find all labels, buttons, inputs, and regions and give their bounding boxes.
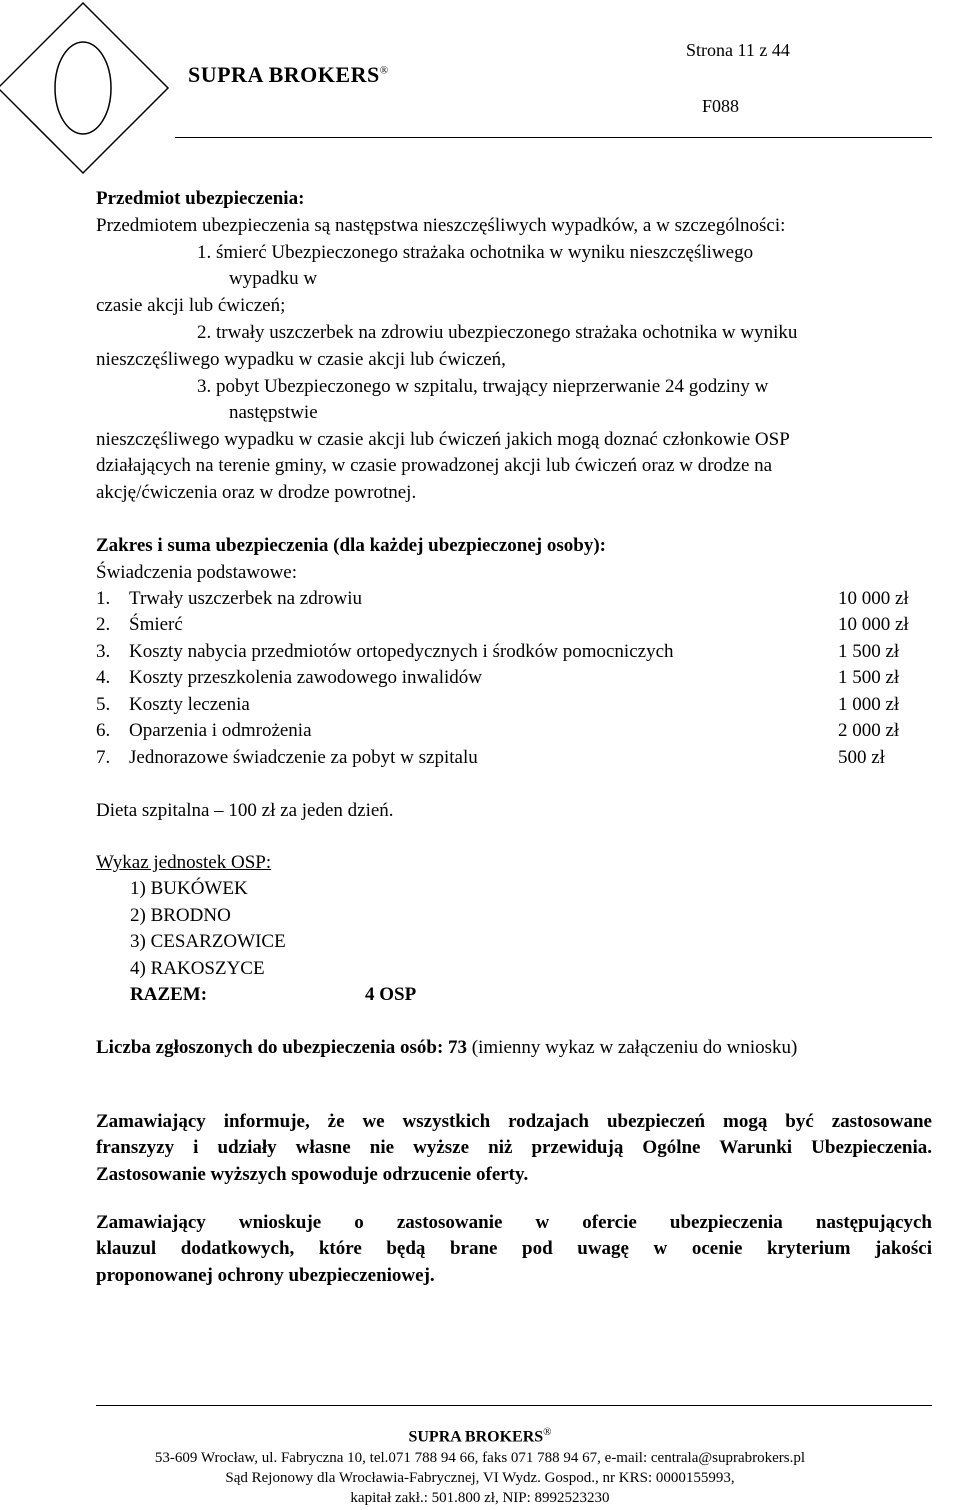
benefit-number: 3. [96, 641, 111, 662]
subject-item-1: 1. śmierć Ubezpieczonego strażaka ochotnika w wyniku nieszczęśliwego [197, 242, 754, 263]
benefit-label: Oparzenia i odmrożenia [129, 720, 312, 741]
benefit-amount: 10 000 zł [838, 614, 909, 635]
subject-item-2-cont: nieszczęśliwego wypadku w czasie akcji lub ćwiczeń, [96, 349, 506, 370]
notice-2-line-3: proponowanej ochrony ubezpieczeniowej. [96, 1265, 435, 1286]
units-heading: Wykaz jednostek OSP: [96, 852, 272, 873]
subject-item-3-cont4: akcję/ćwiczenia oraz w drodze powrotnej. [96, 482, 417, 503]
benefit-number: 2. [96, 614, 111, 635]
registered-mark: ® [379, 64, 389, 77]
unit-item: 3) CESARZOWICE [130, 931, 286, 952]
subject-heading: Przedmiot ubezpieczenia: [96, 188, 305, 209]
insured-count-label: Liczba zgłoszonych do ubezpieczenia osób: 73 [96, 1037, 468, 1058]
footer-capital: kapitał zakł.: 501.800 zł, NIP: 8992523230 [350, 1490, 610, 1506]
unit-item: 1) BUKÓWEK [130, 878, 248, 899]
benefit-label: Koszty leczenia [129, 694, 250, 715]
benefit-amount: 1 500 zł [838, 667, 900, 688]
subject-item-1-cont2: czasie akcji lub ćwiczeń; [96, 295, 286, 316]
scope-subheading: Świadczenia podstawowe: [96, 562, 298, 583]
benefit-label: Koszty nabycia przedmiotów ortopedycznych i środków pomocniczych [129, 641, 674, 662]
benefit-number: 6. [96, 720, 111, 741]
benefit-number: 4. [96, 667, 111, 688]
benefit-label: Jednorazowe świadczenie za pobyt w szpitalu [129, 747, 478, 768]
notice-1-line-1: Zamawiający informuje, że we wszystkich rodzajach ubezpieczeń mogą być zastosowane [96, 1111, 932, 1132]
benefit-number: 1. [96, 588, 111, 609]
footer-registered-mark: ® [543, 1426, 552, 1438]
notice-2-line-2: klauzul dodatkowych, które będą brane pod uwagę w ocenie kryterium jakości [96, 1238, 932, 1259]
notice-1-line-2: franszyzy i udziały własne nie wyższe niż przewidują Ogólne Warunki Ubezpieczenia. [96, 1137, 932, 1158]
insured-count [96, 1037, 797, 1059]
benefit-label: Trwały uszczerbek na zdrowiu [129, 588, 363, 609]
scope-heading: Zakres i suma ubezpieczenia (dla każdej ubezpieczonej osoby): [96, 535, 606, 556]
benefit-label: Śmierć [129, 614, 183, 635]
subject-item-1-cont: wypadku w [229, 268, 318, 289]
notice-2-line-1: Zamawiający wnioskuje o zastosowanie w ofercie ubezpieczenia następujących [96, 1212, 932, 1233]
footer-address: 53-609 Wrocław, ul. Fabryczna 10, tel.071 788 94 66, faks 071 788 94 67, e-mail: centrala@suprabrokers.pl [154, 1450, 806, 1466]
company-logo [0, 0, 175, 175]
subject-item-3: 3. pobyt Ubezpieczonego w szpitalu, trwający nieprzerwanie 24 godziny w [197, 376, 769, 397]
insured-count-note: (imienny wykaz w załączeniu do wniosku) [467, 1037, 798, 1058]
benefit-number: 7. [96, 747, 111, 768]
benefit-amount: 500 zł [838, 747, 885, 768]
footer-divider [96, 1405, 932, 1406]
benefit-amount: 1 500 zł [838, 641, 900, 662]
hospital-diet: Dieta szpitalna – 100 zł za jeden dzień. [96, 800, 394, 821]
unit-item: 2) BRODNO [130, 905, 231, 926]
subject-item-3-cont: następstwie [229, 402, 318, 423]
benefit-amount: 2 000 zł [838, 720, 900, 741]
page-number: Strona 11 z 44 [686, 40, 790, 60]
header-brand: SUPRA BROKERS® [188, 62, 389, 87]
footer-court: Sąd Rejonowy dla Wrocławia-Fabrycznej, VI Wydz. Gospod., nr KRS: 0000155993, [225, 1470, 735, 1486]
benefit-number: 5. [96, 694, 111, 715]
subject-item-3-cont2: nieszczęśliwego wypadku w czasie akcji lub ćwiczeń jakich mogą doznać członkowie OSP [96, 429, 790, 450]
benefit-amount: 1 000 zł [838, 694, 900, 715]
header-divider [175, 137, 932, 138]
subject-item-2: 2. trwały uszczerbek na zdrowiu ubezpieczonego strażaka ochotnika w wyniku [197, 322, 798, 343]
subject-item-3-cont3: działających na terenie gminy, w czasie prowadzonej akcji lub ćwiczeń oraz w drodze na [96, 455, 773, 476]
units-total-value: 4 OSP [365, 984, 417, 1005]
benefit-amount: 10 000 zł [838, 588, 909, 609]
units-total-label: RAZEM: [130, 984, 208, 1005]
form-code: F088 [702, 96, 740, 116]
subject-intro: Przedmiotem ubezpieczenia są następstwa nieszczęśliwych wypadków, a w szczególności: [96, 215, 786, 236]
benefit-label: Koszty przeszkolenia zawodowego inwalidów [129, 667, 482, 688]
notice-1-line-3: Zastosowanie wyższych spowoduje odrzucenie oferty. [96, 1164, 529, 1185]
unit-item: 4) RAKOSZYCE [130, 958, 265, 979]
footer-brand: SUPRA BROKERS® [408, 1426, 552, 1446]
